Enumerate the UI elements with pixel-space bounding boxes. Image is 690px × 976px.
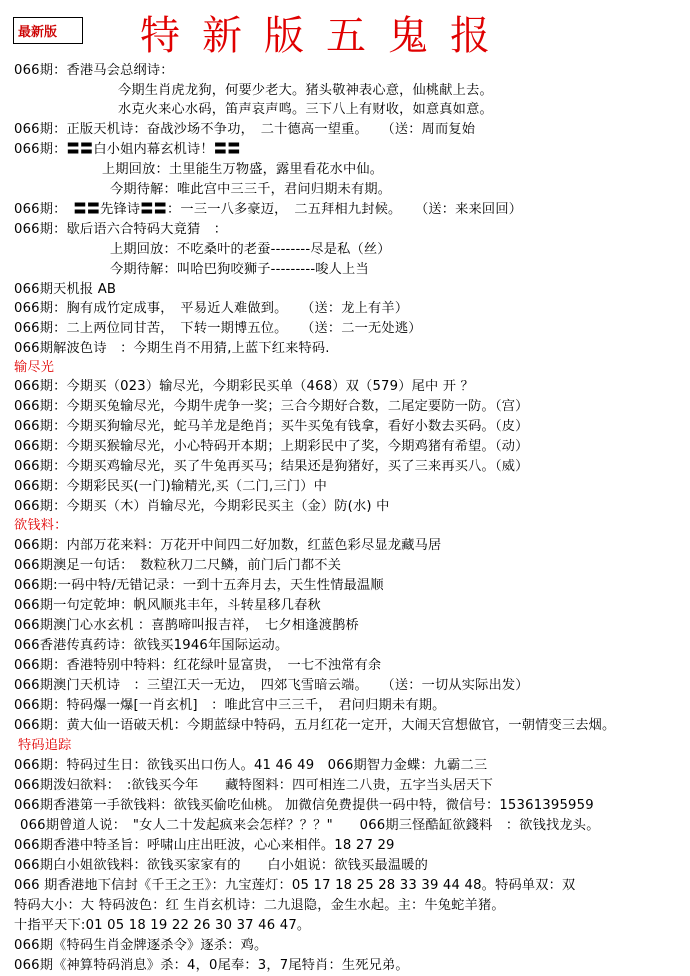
text-line: 066期天机报 AB <box>14 282 117 297</box>
text-line: 特码大小：大 特码波色：红 生肖玄机诗：二九退隐，金生水起。主：牛兔蛇羊猪。 <box>14 898 505 913</box>
text-line: 066期澳门心水玄机 ：喜鹊啼叫报吉祥， 七夕相逢渡鹊桥 <box>14 618 359 633</box>
text-line: 066期一句定乾坤：帆风顺兆丰年，斗转星移几春秋 <box>14 598 321 613</box>
text-line: 066期：内部万花来料：万花开中间四二好加数，红蓝色彩尽显龙藏马居 <box>14 538 442 553</box>
text-line: 今期待解：叫哈巴狗咬狮子---------唆人上当 <box>110 262 369 277</box>
text-line: 066期：歇后语六合特码大竟猜 ： <box>14 222 228 237</box>
text-line: 066期泼妇欲料： :欲钱买今年 藏特图料：四可相连二八贵，五字当头居天下 <box>14 778 493 793</box>
text-line: 十指平天下:01 05 18 19 22 26 30 37 46 47。 <box>14 918 311 933</box>
text-line: 066期：今期买猴输尽光，小心特码开本期；上期彩民中了奖，今期鸡猪有希望。（动） <box>14 439 529 454</box>
section-heading: 特码追踪 <box>18 738 72 753</box>
text-line: 066期：黄大仙一语破天机：今期蓝绿中特码，五月红花一定开，大闹天宫想做官，一朝情变三去烟。 <box>14 718 616 733</box>
edition-badge-label: 最新版 <box>18 25 58 40</box>
text-line: 今期生肖虎龙狗，何要少老大。猪头敬神表心意，仙桃献上去。 <box>118 83 493 98</box>
text-line: 上期回放：不吃桑叶的老蚕--------尽是私（丝） <box>110 242 391 257</box>
text-line: 066期白小姐欲钱料：欲钱买家家有的 白小姐说：欲钱买最温暖的 <box>14 858 429 873</box>
text-line: 今期待解：唯此宫中三三千，君问归期未有期。 <box>110 182 392 197</box>
text-line: 066期：今期买（木）肖输尽光，今期彩民买主（金）防(水) 中 <box>14 499 390 514</box>
text-line: 066期：正版天机诗：奋战沙场不争功， 二十德高一望重。 （送：周而复始 <box>14 122 476 137</box>
text-line: 066期：特码过生日：欲钱买出口伤人。41 46 49 066期智力金蝶：九霸二三 <box>14 758 488 773</box>
text-line: 066 期香港地下信封《千王之王》：九宝莲灯：05 17 18 25 28 33 39 44 48。特码单双：双 <box>14 878 576 893</box>
text-line: 066期：今期买（023）输尽光，今期彩民买单（468）双（579）尾中 开 ？ <box>14 379 474 394</box>
text-line: 066期： 〓〓先锋诗〓〓：一三一八多豪迈， 二五拜相九封候。 （送：来来回回） <box>14 202 523 217</box>
text-line: 066期香港中特圣旨：呼啸山庄出旺波，心心来相伴。18 27 29 <box>14 838 395 853</box>
text-line: 066香港传真药诗：欲钱买1946年国际运动。 <box>14 638 289 653</box>
section-heading: 输尽光 <box>14 360 55 375</box>
text-line: 066期：特码爆一爆[一肖玄机] ：唯此宫中三三千， 君问归期未有期。 <box>14 698 446 713</box>
section-heading: 欲钱料： <box>14 518 68 533</box>
text-line: 066期：今期买兔输尽光，今期牛虎争一奖；三合今期好合数，二尾定要防一防。（宫） <box>14 399 529 414</box>
text-line: 066期《特码生肖金牌逐杀令》逐杀：鸡。 <box>14 938 268 953</box>
text-line: 066期：胸有成竹定成事， 平易近人难做到。 （送：龙上有羊） <box>14 301 409 316</box>
text-line: 066期：今期买狗输尽光，蛇马羊龙是绝肖；买牛买兔有钱拿，看好小数去买码。（皮） <box>14 419 529 434</box>
text-line: 066期：〓〓白小姐内幕玄机诗！〓〓 <box>14 142 241 157</box>
text-line: 066期解波色诗 ：今期生肖不用猜,上蓝下红来特码. <box>14 341 330 356</box>
text-line: 066期:一码中特/无错记录：一到十五奔月去，天生性情最温顺 <box>14 578 384 593</box>
text-line: 上期回放：土里能生万物盛，露里看花水中仙。 <box>102 162 384 177</box>
text-line: 066期：今期彩民买(一门)输精光,买（二门,三门）中 <box>14 479 327 494</box>
text-line: 066期《神算特码消息》杀：4，0尾奉：3，7尾特肖：生死兄弟。 <box>14 958 409 973</box>
text-line: 066期：二上两位同甘苦， 下转一期博五位。 （送：二一无处逃） <box>14 321 422 336</box>
text-line: 066期：香港特别中特料：红花绿叶显富贵， 一七不浊常有余 <box>14 658 382 673</box>
text-line: 水克火来心水码，笛声哀声鸣。三下八上有财收，如意真如意。 <box>118 102 493 117</box>
text-line: 066期：今期买鸡输尽光，买了牛兔再买马；结果还是狗猪好，买了三来再买八。（威） <box>14 459 529 474</box>
text-line: 066期澳门天机诗 ：三望江天一无边， 四郊飞雪暗云端。 （送：一切从实际出发） <box>14 678 529 693</box>
text-line: 066期澳足一句话： 数粒秋刀二尺鳞，前门后门都不关 <box>14 558 342 573</box>
page-title: 特新版五鬼报 <box>140 13 512 59</box>
text-line: 066期香港第一手欲钱料：欲钱买偷吃仙桃。 加微信免费提供一码中特，微信号：15361395959 <box>14 798 594 813</box>
text-line: 066期：香港马会总纲诗： <box>14 63 174 78</box>
text-line: 066期曾道人说： "女人二十发起疯来会怎样？？？" 066期三怪酷缸欲錢料 ：欲钱找龙头。 <box>20 818 600 833</box>
